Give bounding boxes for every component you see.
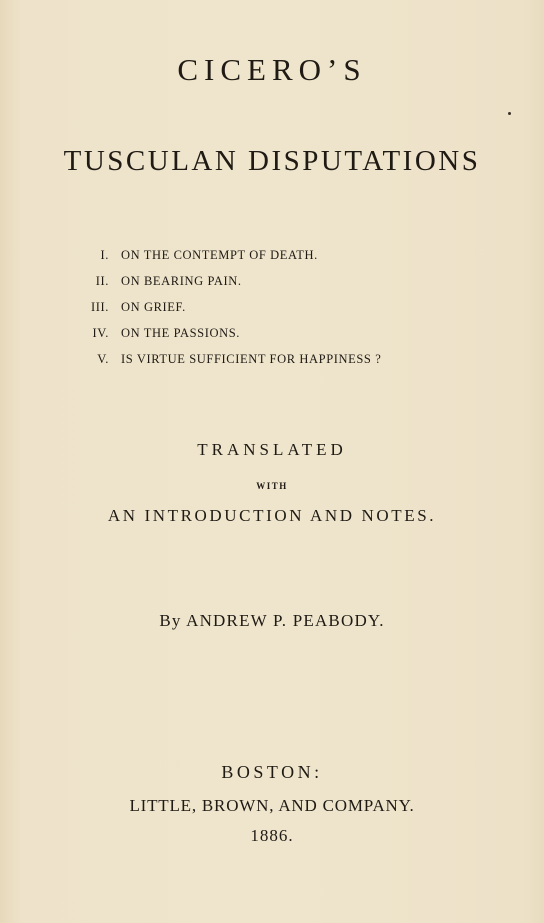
- contents-number: I.: [100, 248, 109, 262]
- ink-speck: [508, 112, 511, 115]
- contents-item: [0, 326, 544, 352]
- introduction-line: AN INTRODUCTION AND NOTES.: [107, 506, 437, 525]
- imprint-place: BOSTON:: [221, 762, 323, 782]
- imprint-publisher: LITTLE, BROWN, AND COMPANY.: [129, 796, 415, 815]
- translated-heading: TRANSLATED: [197, 440, 347, 459]
- contents-number: II.: [95, 274, 109, 288]
- contents-number: V.: [97, 352, 109, 366]
- contents-item: [0, 300, 544, 326]
- contents-item: [0, 274, 544, 300]
- author-line: By ANDREW P. PEABODY.: [159, 611, 385, 630]
- contents-item: [0, 248, 544, 274]
- contents-number: IV.: [92, 326, 109, 340]
- contents-text: IS VIRTUE SUFFICIENT FOR HAPPINESS ?: [121, 352, 382, 366]
- imprint-year: 1886.: [250, 826, 294, 845]
- with-connector: WITH: [256, 481, 288, 491]
- contents-list: [0, 248, 544, 378]
- contents-text: ON BEARING PAIN.: [121, 274, 242, 288]
- contents-text: ON THE PASSIONS.: [121, 326, 241, 340]
- contents-item: [0, 352, 544, 378]
- contents-text: ON THE CONTEMPT OF DEATH.: [121, 248, 318, 262]
- contents-text: ON GRIEF.: [121, 300, 186, 314]
- book-title: CICERO’S: [177, 52, 367, 87]
- book-subtitle: TUSCULAN DISPUTATIONS: [63, 145, 481, 177]
- contents-number: III.: [90, 300, 109, 314]
